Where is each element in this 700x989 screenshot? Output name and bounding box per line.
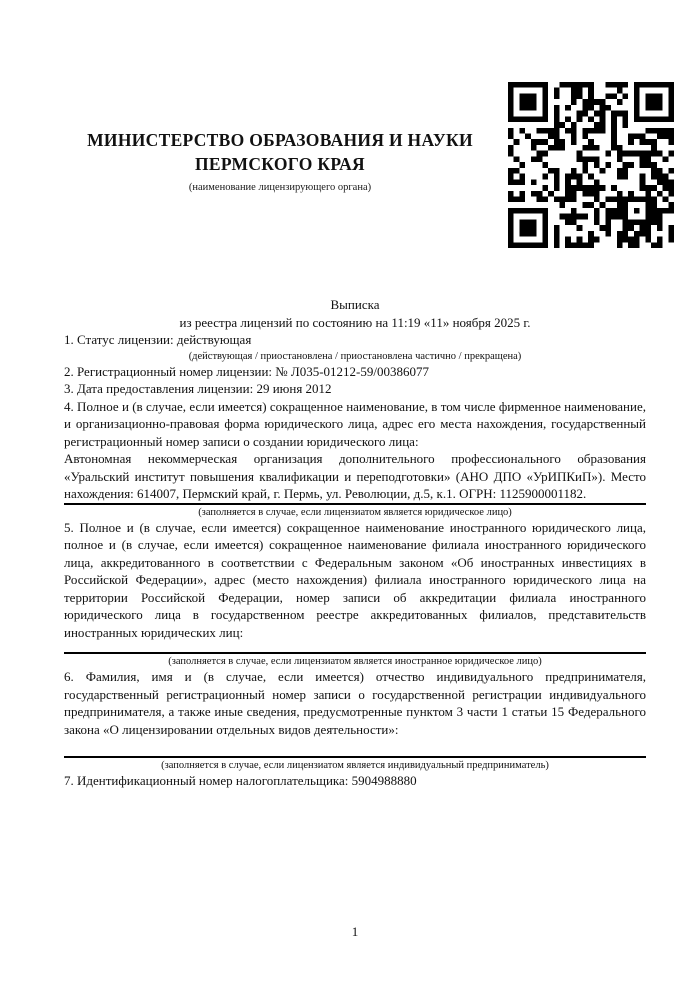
ministry-title-block [64,82,496,193]
item-license-status: 1. Статус лицензии: действующая [64,332,252,347]
divider-foreign-entity [64,652,646,654]
divider-legal-entity [64,503,646,505]
divider-entrepreneur [64,756,646,758]
document-title: Выписка [330,297,380,312]
item-foreign-entity-caption: (заполняется в случае, если лицензиатом является иностранное юридическое лицо) [168,656,542,667]
ministry-subtitle: (наименование лицензирующего органа) [188,182,372,193]
item-legal-entity-label: 4. Полное и (в случае, если имеется) сокращенное наименование, в том числе фирменное наименование, и организационно-правовая форма юридического лица, адрес его места нахождения, государственный регистрационный номер записи о создании юридического лица: [64,398,646,449]
ministry-name-line1: МИНИСТЕРСТВО ОБРАЗОВАНИЯ И НАУКИ [87,130,473,150]
item-taxpayer-number: 7. Идентификационный номер налогоплательщика: 5904988880 [64,773,417,788]
item-license-status-caption: (действующая / приостановлена / приостановлена частично / прекращена) [188,350,522,362]
qr-code-icon [508,82,674,248]
item-legal-entity-caption: (заполняется в случае, если лицензиатом является юридическое лицо) [198,506,512,518]
document-body [64,296,646,790]
ministry-name-line2: ПЕРМСКОГО КРАЯ [195,154,365,174]
document-subtitle: из реестра лицензий по состоянию на 11:19 «11» ноября 2025 г. [179,314,531,330]
ministry-name [64,128,496,176]
item-registration-number: 2. Регистрационный номер лицензии: № Л035-01212-59/00386077 [64,363,430,379]
item-entrepreneur-caption: (заполняется в случае, если лицензиатом является индивидуальный предприниматель) [161,760,549,771]
page-number: 1 [351,924,359,939]
item-entrepreneur-label: 6. Фамилия, имя и (в случае, если имеется) отчество индивидуального предпринимателя, государственный регистрационный номер записи о государственной регистрации индивидуального предпринимателя, а также иные сведения, предусмотренные пунктом 3 части 1 статьи 15 Федерального закона «О лицензировании отдельных видов деятельности»: [64,669,646,737]
document-header [64,82,674,248]
item-legal-entity-value: Автономная некоммерческая организация дополнительного профессионального образования «Уральский институт повышения квалификации и переподготовки» (АНО ДПО «УрИПКиП»). Место нахождения: 614007, Пермский край, г. Пермь, ул. Революции, д.5, к.1. ОГРН: 1125900001182. [64,451,646,501]
item-grant-date: 3. Дата предоставления лицензии: 29 июня 2012 [64,381,332,396]
item-foreign-entity-label: 5. Полное и (в случае, если имеется) сокращенное наименование иностранного юридического лица, полное и (в случае, если имеется) сокращенное наименование филиала иностранного юридического лица, аккредитованного в соответствии с Федеральным законом «Об иностранных инвестициях в Российской Федерации», адрес (место нахождения) филиала иностранного юридического лица на территории Российской Федерации, номер записи об аккредитации филиала иностранного юридического лица в государственном реестре аккредитованных филиалов, представительств иностранных юридических лиц: [64,519,646,640]
